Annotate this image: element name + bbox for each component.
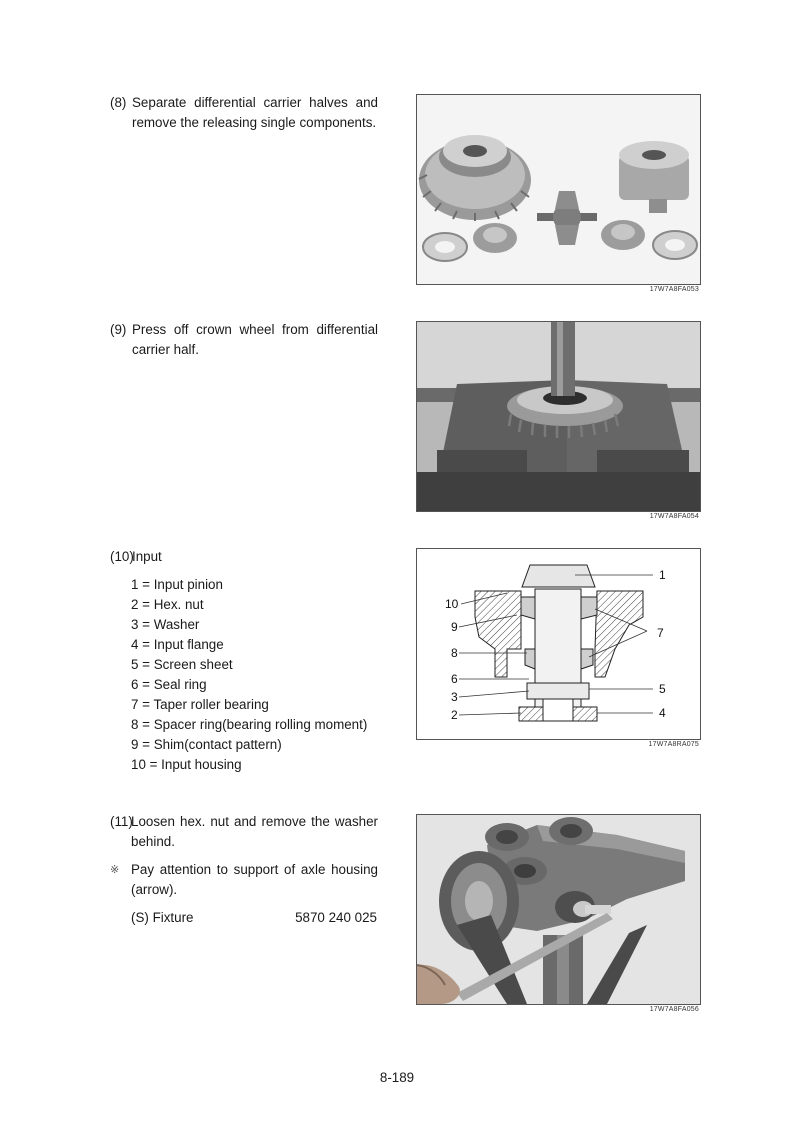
photo-press-crown-wheel [416, 321, 701, 512]
page-number: 8-189 [379, 1070, 415, 1085]
callout-label: 2 [451, 708, 458, 722]
note [110, 860, 378, 900]
callout-label: 8 [451, 646, 458, 660]
fixture-line [131, 910, 377, 925]
step-9 [110, 320, 378, 360]
step-text: Input [132, 549, 162, 564]
step-11 [110, 812, 378, 852]
note-mark-icon: ※ [110, 864, 120, 876]
callout-label: 5 [659, 682, 666, 696]
list-item: 6 = Seal ring [131, 677, 207, 692]
step-number: (10) [110, 549, 134, 564]
callout-label: 6 [451, 672, 458, 686]
step-text: Loosen hex. nut and remove the washer behind. [131, 814, 378, 849]
step-number: (8) [110, 95, 127, 110]
step-8 [110, 93, 378, 133]
list-item: 1 = Input pinion [131, 577, 223, 592]
callout-label: 9 [451, 620, 458, 634]
list-item: 8 = Spacer ring(bearing rolling moment) [131, 717, 368, 732]
list-item: 10 = Input housing [131, 757, 242, 772]
figure-id: 17W7A8FA054 [649, 513, 699, 520]
callout-label: 10 [445, 597, 459, 611]
figure-id: 17W7A8FA056 [649, 1006, 699, 1013]
figure-id: 17W7A8RA075 [648, 741, 699, 748]
list-item: 5 = Screen sheet [131, 657, 233, 672]
fixture-label: (S) Fixture [131, 910, 194, 925]
photo-differential-components [416, 94, 701, 285]
diagram-input-section [416, 548, 701, 740]
step-number: (9) [110, 322, 127, 337]
parts-list [131, 575, 367, 775]
callout-label: 1 [659, 568, 666, 582]
callout-label: 3 [451, 690, 458, 704]
step-text: Separate differential carrier halves and remove the releasing single components. [132, 95, 378, 130]
list-item: 7 = Taper roller bearing [131, 697, 269, 712]
photo-loosen-hex-nut [416, 814, 701, 1005]
fixture-code: 5870 240 025 [295, 910, 377, 925]
step-number: (11) [110, 814, 133, 829]
list-item: 2 = Hex. nut [131, 597, 204, 612]
list-item: 3 = Washer [131, 617, 200, 632]
list-item: 9 = Shim(contact pattern) [131, 737, 282, 752]
figure-id: 17W7A8FA053 [649, 286, 699, 293]
note-text: Pay attention to support of axle housing (arrow). [131, 862, 378, 897]
callout-label: 4 [659, 706, 666, 720]
list-item: 4 = Input flange [131, 637, 224, 652]
callout-label: 7 [657, 626, 664, 640]
step-10 [110, 547, 378, 567]
step-text: Press off crown wheel from differential carrier half. [132, 322, 378, 357]
